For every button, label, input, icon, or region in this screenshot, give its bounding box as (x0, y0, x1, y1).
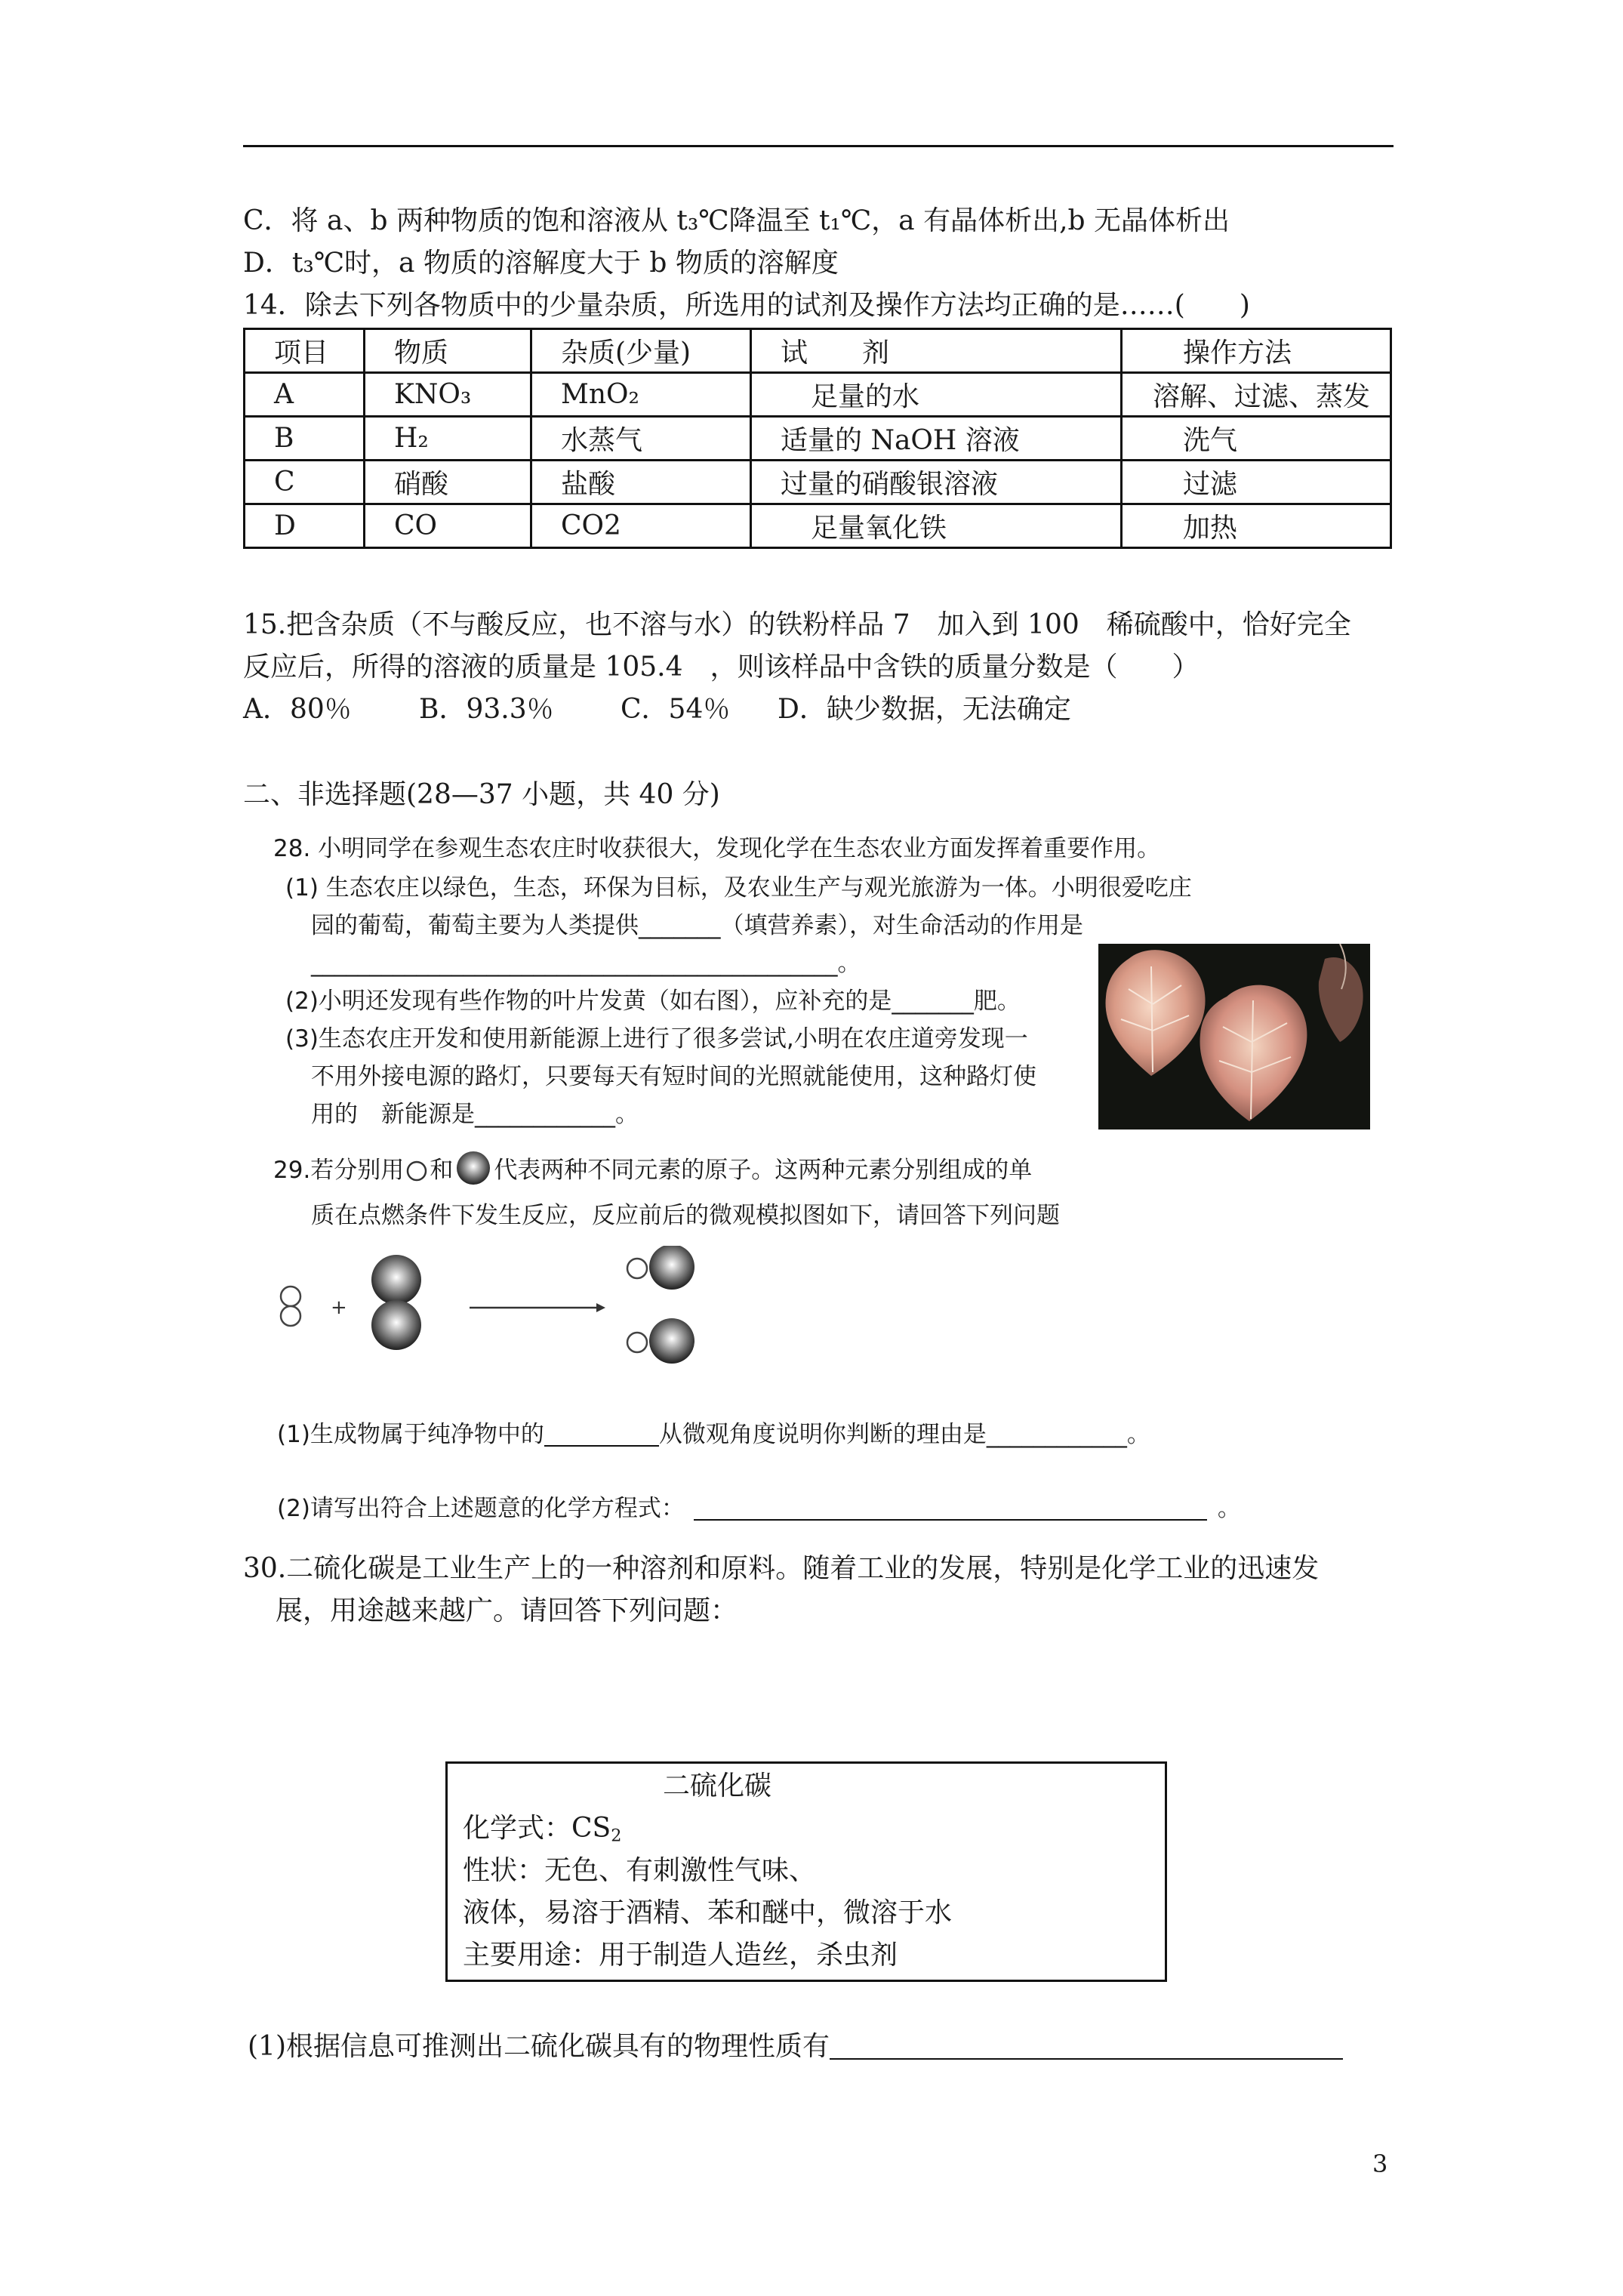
q28-part2: (2)小明还发现有些作物的叶片发黄（如右图），应补充的是_______肥。 (285, 988, 1021, 1015)
header-rule (243, 145, 1394, 147)
reactant-white-molecule (281, 1287, 300, 1326)
table-cell: D (245, 504, 365, 548)
q28-part1-line2: 园的葡萄，葡萄主要为人类提供_______（填营养素），对生命活动的作用是 (311, 912, 1083, 939)
q29-sub1 (277, 1415, 1150, 1454)
white-atom-icon (405, 1155, 428, 1194)
plus-sign: + (331, 1296, 347, 1319)
table-header-cell: 试 剂 (751, 329, 1122, 373)
page-number: 3 (1372, 2150, 1388, 2178)
info-box-uses: 主要用途：用于制造人造丝，杀虫剂 (463, 1940, 898, 1971)
table-cell: 足量氧化铁 (751, 504, 1122, 548)
table-cell: 洗气 (1122, 417, 1391, 461)
q29-stem-a: 29.若分别用 (273, 1157, 405, 1184)
q28-part1-line3: _____________________________________________。 (311, 950, 861, 977)
yellow-leaves-photo (1098, 944, 1370, 1130)
info-box-formula-sub: 2 (611, 1826, 622, 1846)
table-cell: 足量的水 (751, 373, 1122, 417)
q28-part1-line1: (1) 生态农庄以绿色，生态，环保为目标，及农业生产与观光旅游为一体。小明很爱吃庄 (285, 874, 1192, 901)
q15-line1: 15.把含杂质（不与酸反应，也不溶与水）的铁粉样品 7 加入到 100 稀硫酸中，恰好完全 (243, 609, 1351, 640)
q15-option-b: B．93.3％ (419, 694, 554, 725)
reactant-gray-molecule (371, 1255, 421, 1350)
info-box-title: 二硫化碳 (663, 1771, 772, 1801)
table-header-cell: 物质 (365, 329, 531, 373)
table-cell: C (245, 461, 365, 504)
product-molecule (627, 1318, 694, 1364)
table-cell: 盐酸 (531, 461, 751, 504)
q30-sub1 (248, 2026, 1343, 2068)
table-header-cell: 杂质(少量) (531, 329, 751, 373)
q29-sub1-b: 从微观角度说明你判断的理由是____________。 (658, 1421, 1150, 1448)
answer-blank[interactable] (544, 1418, 659, 1447)
cs2-info-box (445, 1761, 1167, 1982)
table-cell: A (245, 373, 365, 417)
q28-part3-line2: 不用外接电源的路灯，只要每天有短时间的光照就能使用，这种路灯使 (311, 1063, 1036, 1090)
q29-sub2-text: (2)请写出符合上述题意的化学方程式： (277, 1495, 685, 1522)
section-title: 二、非选择题(28—37 小题，共 40 分) (243, 779, 720, 810)
table-header-cell: 操作方法 (1122, 329, 1391, 373)
q29-stem-line2: 质在点燃条件下发生反应，反应前后的微观模拟图如下，请回答下列问题 (311, 1202, 1060, 1229)
table-row (245, 504, 1391, 548)
q15-option-d: D．缺少数据，无法确定 (778, 694, 1071, 725)
table-cell: H₂ (365, 417, 531, 461)
table-cell: CO (365, 504, 531, 548)
table-cell: 硝酸 (365, 461, 531, 504)
product-molecule (627, 1246, 694, 1290)
answer-blank[interactable] (830, 2031, 1343, 2060)
info-box-formula-label: 化学式：CS (463, 1813, 611, 1844)
q14-table (243, 328, 1392, 549)
q13-option-d: D．t₃℃时，a 物质的溶解度大于 b 物质的溶解度 (243, 248, 839, 279)
q15-line2: 反应后，所得的溶液的质量是 105.4 ，则该样品中含铁的质量分数是（ ） (243, 652, 1200, 683)
table-row (245, 373, 1391, 417)
table-header-cell: 项目 (245, 329, 365, 373)
answer-blank[interactable] (694, 1492, 1207, 1521)
q29-stem-b: 和 (430, 1157, 454, 1184)
table-row (245, 417, 1391, 461)
table-row (245, 461, 1391, 504)
table-header-row (245, 329, 1391, 373)
table-cell: 适量的 NaOH 溶液 (751, 417, 1122, 461)
reaction-arrow (470, 1303, 605, 1312)
q28-part3-line1: (3)生态农庄开发和使用新能源上进行了很多尝试,小明在农庄道旁发现一 (285, 1025, 1028, 1052)
info-box-properties: 性状：无色、有刺激性气味、 (463, 1855, 817, 1886)
q29-stem (273, 1149, 1032, 1199)
table-cell: 加热 (1122, 504, 1391, 548)
q13-option-c: C．将 a、b 两种物质的饱和溶液从 t₃℃降温至 t₁℃，a 有晶体析出,b 无晶体析出 (243, 205, 1230, 236)
table-cell: 水蒸气 (531, 417, 751, 461)
table-cell: 过量的硝酸银溶液 (751, 461, 1122, 504)
q15-option-a: A．80％ (243, 694, 352, 725)
q28-stem: 28. 小明同学在参观生态农庄时收获很大，发现化学在生态农业方面发挥着重要作用。 (273, 835, 1161, 862)
q29-sub2 (277, 1489, 1241, 1528)
table-cell: MnO₂ (531, 373, 751, 417)
table-cell: KNO₃ (365, 373, 531, 417)
q28-part3-line3: 用的 新能源是____________。 (311, 1101, 639, 1128)
q30-sub1-text: (1)根据信息可推测出二硫化碳具有的物理性质有 (248, 2031, 830, 2062)
info-box-properties-2: 液体，易溶于酒精、苯和醚中，微溶于水 (463, 1897, 953, 1928)
reaction-diagram (272, 1246, 725, 1374)
q30-line1: 30.二硫化碳是工业生产上的一种溶剂和原料。随着工业的发展，特别是化学工业的迅速发 (243, 1553, 1320, 1584)
gray-atom-icon (454, 1149, 492, 1199)
table-cell: 过滤 (1122, 461, 1391, 504)
q29-stem-c: 代表两种不同元素的原子。这两种元素分别组成的单 (494, 1157, 1033, 1184)
table-cell: 溶解、过滤、蒸发 (1122, 373, 1391, 417)
q30-line2: 展，用途越来越广。请回答下列问题： (276, 1595, 738, 1626)
q29-sub1-a: (1)生成物属于纯净物中的 (277, 1421, 544, 1448)
q14-stem: 14．除去下列各物质中的少量杂质，所选用的试剂及操作方法均正确的是……( ) (243, 290, 1250, 321)
q29-sub2-end: 。 (1217, 1495, 1241, 1522)
table-cell: CO2 (531, 504, 751, 548)
q15-option-c: C．54％ (621, 694, 731, 725)
table-cell: B (245, 417, 365, 461)
